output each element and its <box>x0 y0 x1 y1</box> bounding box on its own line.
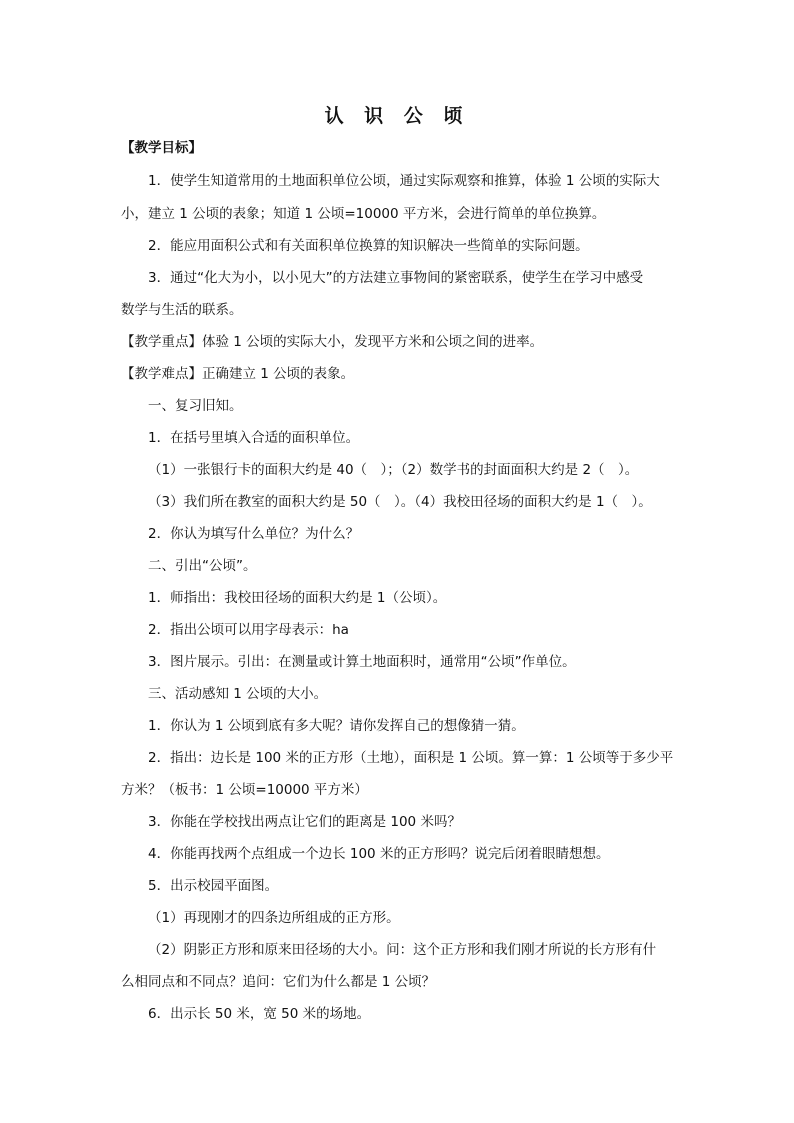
section-heading-review: 一、复习旧知。 <box>148 398 243 414</box>
paragraph-line: 1．你认为 1 公顷到底有多大呢？请你发挥自己的想像猜一猜。 <box>148 718 525 734</box>
paragraph-line: 2．能应用面积公式和有关面积单位换算的知识解决一些简单的实际问题。 <box>148 238 589 254</box>
paragraph-line: 1．师指出：我校田径场的面积大约是 1（公顷）。 <box>148 590 447 606</box>
paragraph-line: 6．出示长 50 米，宽 50 米的场地。 <box>148 1006 371 1022</box>
section-heading-objectives: 【教学目标】 <box>121 140 202 156</box>
paragraph-line: 3．你能在学校找出两点让它们的距离是 100 米吗？ <box>148 814 461 830</box>
paragraph-line: 4．你能再找两个点组成一个边长 100 米的正方形吗？说完后闭着眼睛想想。 <box>148 846 610 862</box>
paragraph-line: 3．图片展示。引出：在测量或计算土地面积时，通常用“公顷”作单位。 <box>148 654 576 670</box>
paragraph-line: （2）阴影正方形和原来田径场的大小。问：这个正方形和我们刚才所说的长方形有什 <box>148 942 657 958</box>
exercise-line: （3）我们所在教室的面积大约是 50（ ）。（4）我校田径场的面积大约是 1（ ）。 <box>148 494 652 510</box>
paragraph-line: 2．指出：边长是 100 米的正方形（土地），面积是 1 公顷。算一算：1 公顷等于多少平 <box>148 750 674 766</box>
key-point-line: 【教学重点】体验 1 公顷的实际大小，发现平方米和公顷之间的进率。 <box>121 334 544 350</box>
section-heading-activity: 三、活动感知 1 公顷的大小。 <box>148 686 328 702</box>
paragraph-line: （1）再现刚才的四条边所组成的正方形。 <box>148 910 400 926</box>
paragraph-line: 5．出示校园平面图。 <box>148 878 279 894</box>
difficulty-line: 【教学难点】正确建立 1 公顷的表象。 <box>121 366 355 382</box>
paragraph-line: 数学与生活的联系。 <box>121 302 243 318</box>
document-title: 认 识 公 顷 <box>324 105 470 127</box>
paragraph-line: 1．在括号里填入合适的面积单位。 <box>148 430 360 446</box>
paragraph-line: 3．通过“化大为小，以小见大”的方法建立事物间的紧密联系，使学生在学习中感受 <box>148 270 644 286</box>
section-heading-introduce: 二、引出“公顷”。 <box>148 558 257 574</box>
paragraph-line: 么相同点和不同点？追问：它们为什么都是 1 公顷？ <box>121 974 436 990</box>
paragraph-line: 2．你认为填写什么单位？为什么？ <box>148 526 360 542</box>
paragraph-line: 1．使学生知道常用的土地面积单位公顷，通过实际观察和推算，体验 1 公顷的实际大 <box>148 173 660 189</box>
paragraph-line: 方米？（板书：1 公顷=10000 平方米） <box>121 782 368 798</box>
paragraph-line: 2．指出公顷可以用字母表示：ha <box>148 622 349 638</box>
exercise-line: （1）一张银行卡的面积大约是 40（ ）；（2）数学书的封面面积大约是 2（ ）。 <box>148 462 639 478</box>
paragraph-line: 小，建立 1 公顷的表象；知道 1 公顷=10000 平方米，会进行简单的单位换算。 <box>121 206 606 222</box>
